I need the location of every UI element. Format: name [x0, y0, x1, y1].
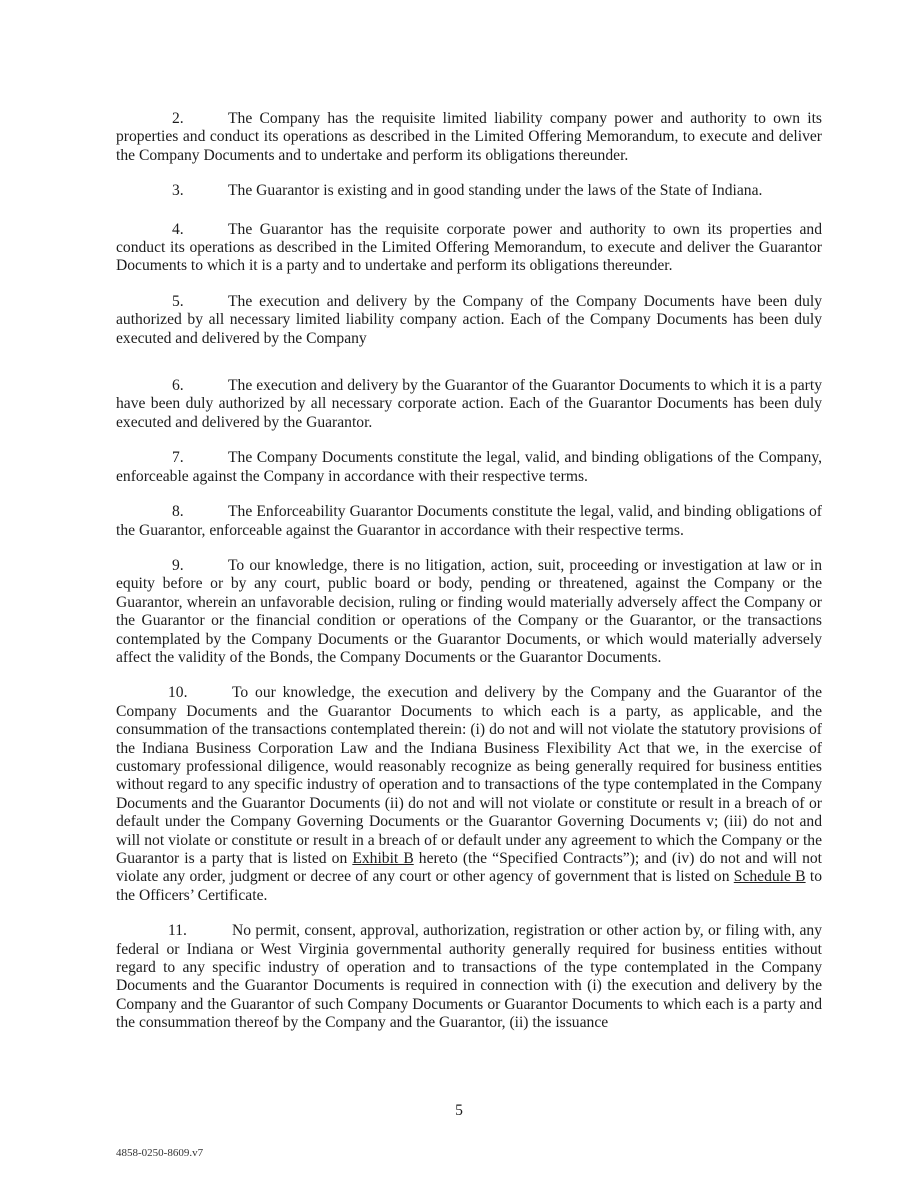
paragraph-number: 3.: [172, 182, 184, 200]
paragraph-text: The execution and delivery by the Company of the Company Documents have been duly authorized by all necessary limited liability company action. Each of the Company Documents has been duly executed and delivered by the Company: [116, 292, 822, 347]
paragraph-10: [116, 684, 822, 905]
paragraph-number: 5.: [172, 292, 184, 310]
document-id: 4858-0250-8609.v7: [116, 1147, 204, 1159]
paragraph-text: The Enforceability Guarantor Documents constitute the legal, valid, and binding obligations of the Guarantor, enforceable against the Guarantor in accordance with their respective terms.: [116, 503, 822, 539]
paragraph-number: 8.: [172, 503, 184, 521]
document-body: [116, 110, 822, 1050]
paragraph-text: To our knowledge, there is no litigation, action, suit, proceeding or investigation at law or in equity before or by any court, public board or body, pending or threatened, against the Company or the Guarantor, wherein an unfavorable decision, ruling or finding would materially adversely affect the Company or the Guarantor or the financial condition or operations of the Company or the Guarantor, or the transactions contemplated by the Company Documents or the Guarantor Documents, or which would materially adversely affect the validity of the Bonds, the Company Documents or the Guarantor Documents.: [116, 556, 822, 666]
paragraph-number: 9.: [172, 556, 184, 574]
paragraph-7: [116, 449, 822, 486]
paragraph-number: 11.: [168, 922, 187, 940]
paragraph-text: The Guarantor is existing and in good standing under the laws of the State of Indiana.: [228, 182, 763, 200]
paragraph-number: 6.: [172, 377, 184, 395]
paragraph-text-end: to the Officers’ Certificate.: [116, 868, 822, 904]
paragraph-number: 10.: [168, 684, 188, 702]
paragraph-11: [116, 922, 822, 1032]
paragraph-2: [116, 110, 822, 165]
paragraph-number: 7.: [172, 449, 184, 467]
paragraph-text-continued: hereto (the “Specified Contracts”); and (iv) do not and will not violate any order, judgment or decree of any court or other agency of government that is listed on: [116, 850, 822, 886]
exhibit-b-reference: Exhibit B: [352, 850, 414, 867]
paragraph-text: To our knowledge, the execution and delivery by the Company and the Guarantor of the Company Documents and the Guarantor Documents to which each is a party, as applicable, and the consummation of the transactions contemplated therein: (i) do not and will not violate the statutory provisions of the Indiana Business Corporation Law and the Indiana Business Flexibility Act that we, in the exercise of customary professional diligence, would reasonably recognize as being generally required for business entities without regard to any specific industry of operation and to transactions of the type contemplated in the Company Documents and the Guarantor Documents (ii) do not and will not violate or constitute or result in a breach of or default under the Company Governing Documents or the Guarantor Governing Documents v; (iii) do not and will not violate or constitute or result in a breach of or default under any agreement to which the Company or the Guarantor is a party that is listed on: [116, 684, 822, 867]
paragraph-text: The Company has the requisite limited liability company power and authority to own its properties and conduct its operations as described in the Limited Offering Memorandum, to execute and deliver the Company Documents and to undertake and perform its obligations thereunder.: [116, 110, 822, 164]
page-number: 5: [455, 1102, 463, 1119]
paragraph-text: No permit, consent, approval, authorization, registration or other action by, or filing with, any federal or Indiana or West Virginia governmental authority generally required for business entities without regard to any specific industry of operation and to transactions of the type contemplated in the Company Documents and the Guarantor Documents is required in connection with (i) the execution and delivery by the Company and the Guarantor of such Company Documents or Guarantor Documents to which each is a party and the consummation thereof by the Company and the Guarantor, (ii) the issuance: [116, 922, 822, 1032]
paragraph-5: [116, 293, 822, 348]
paragraph-6: [116, 377, 822, 432]
paragraph-3: [116, 182, 822, 200]
paragraph-text: The Guarantor has the requisite corporate power and authority to own its properties and conduct its operations as described in the Limited Offering Memorandum, to execute and deliver the Guarantor Documents to which it is a party and to undertake and perform its obligations thereunder.: [116, 220, 822, 275]
paragraph-text: The Company Documents constitute the legal, valid, and binding obligations of the Company, enforceable against the Company in accordance with their respective terms.: [116, 449, 822, 485]
paragraph-number: 4.: [172, 220, 184, 238]
paragraph-4: [116, 221, 822, 276]
paragraph-number: 2.: [172, 110, 184, 127]
paragraph-8: [116, 503, 822, 540]
schedule-b-reference: Schedule B: [733, 868, 806, 886]
paragraph-text: The execution and delivery by the Guarantor of the Guarantor Documents to which it is a party have been duly authorized by all necessary corporate action. Each of the Guarantor Documents has been duly executed and delivered by the Guarantor.: [116, 377, 822, 431]
paragraph-9: [116, 557, 822, 667]
